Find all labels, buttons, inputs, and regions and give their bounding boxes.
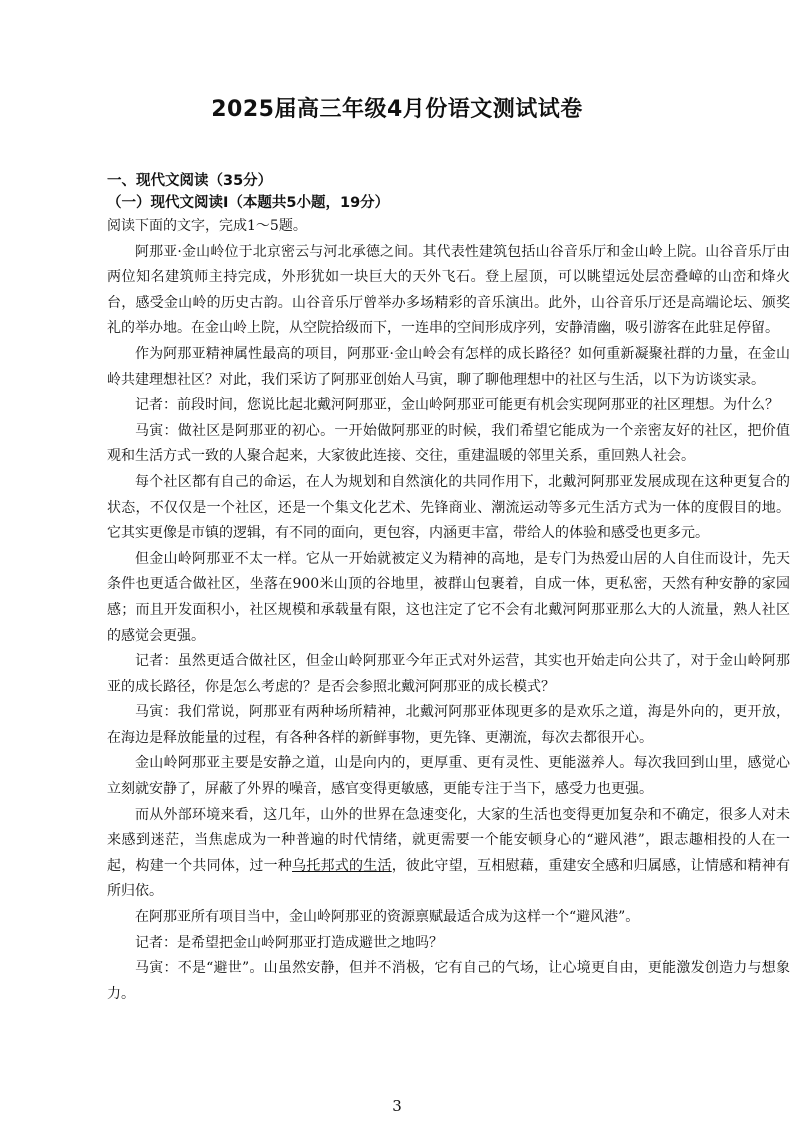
paragraph: 马寅：做社区是阿那亚的初心。一开始做阿那亚的时候，我们希望它能成为一个亲密友好的社区，把价值观和生活方式一致的人聚合起来，大家彼此连接、交往，重建温暖的邻里关系，重回熟人社会。 bbox=[107, 422, 790, 465]
paragraph: 马寅：不是“避世”。山虽然安静，但并不消极，它有自己的气场，让心境更自由，更能激发创造力与想象力。 bbox=[107, 960, 790, 1002]
subsection-heading: （一）现代文阅读Ⅰ（本题共5小题，19分） bbox=[107, 195, 390, 211]
paragraph: 金山岭阿那亚主要是安静之道，山是向内的，更厚重、更有灵性、更能滋养人。每次我回到山里，感觉心立刻就安静了，屏蔽了外界的噪音，感官变得更敏感，更能专注于当下，感受力也更强。 bbox=[107, 755, 790, 798]
paragraph: 阿那亚·金山岭位于北京密云与河北承德之间。其代表性建筑包括山谷音乐厅和金山岭上院。山谷音乐厅由两位知名建筑师主持完成，外形犹如一块巨大的天外飞石。登上屋顶，可以眺望远处层峦叠嶂的山峦和烽火台，感受金山岭的历史古韵。山谷音乐厅曾举办多场精彩的音乐演出。此外，山谷音乐厅还是高端论坛、颁奖礼的举办地。在金山岭上院，从空院拾级而下，一连串的空间形成序列，安静清幽，吸引游客在此驻足停留。 bbox=[107, 243, 790, 337]
underlined-phrase: 乌托邦式的生活 bbox=[292, 857, 392, 874]
paragraph: 每个社区都有自己的命运，在人为规划和自然演化的共同作用下，北戴河阿那亚发展成现在这种更复合的状态，不仅仅是一个社区，还是一个集文化艺术、先锋商业、潮流运动等多元生活方式为一体的度假目的地。它其实更像是市镇的逻辑，有不同的面向，更包容，内涵更丰富，带给人的体验和感受也更多元。 bbox=[107, 473, 790, 542]
instruction-text: 阅读下面的文字，完成1～5题。 bbox=[107, 218, 307, 234]
paragraph: 但金山岭阿那亚不太一样。它从一开始就被定义为精神的高地，是专门为热爱山居的人自住而设计，先天条件也更适合做社区，坐落在900米山顶的谷地里，被群山包裹着，自成一体，更私密，天然有种安静的家园感；而且开发面积小，社区规模和承载量有限，这也注定了它不会有北戴河阿那亚那么大的人流量，熟人社区的感觉会更强。 bbox=[107, 550, 790, 644]
paragraph: 作为阿那亚精神属性最高的项目，阿那亚·金山岭会有怎样的成长路径？如何重新凝聚社群的力量，在金山岭共建理想社区？对此，我们采访了阿那亚创始人马寅，聊了聊他理想中的社区与生活，以下为访谈实录。 bbox=[107, 345, 790, 388]
exam-title: 2025届高三年级4月份语文测试试卷 bbox=[211, 97, 583, 122]
paragraph: 马寅：我们常说，阿那亚有两种场所精神，北戴河阿那亚体现更多的是欢乐之道，海是外向的，更开放，在海边是释放能量的过程，有各种各样的新鲜事物，更先锋、更潮流，每次去都很开心。 bbox=[107, 704, 790, 746]
section-heading: 一、现代文阅读（35分） bbox=[107, 173, 273, 189]
paragraph: 记者：前段时间，您说比起北戴河阿那亚，金山岭阿那亚可能更有机会实现阿那亚的社区理想。为什么？ bbox=[135, 397, 779, 414]
paragraph: 记者：是希望把金山岭阿那亚打造成避世之地吗？ bbox=[135, 934, 443, 951]
paragraph: 在阿那亚所有项目当中，金山岭阿那亚的资源禀赋最适合成为这样一个“避风港”。 bbox=[135, 909, 640, 926]
paragraph-with-underline: 而从外部环境来看，这几年，山外的世界在急速变化，大家的生活也变得更加复杂和不确定，很多人对未来感到迷茫，当焦虑成为一种普遍的时代情绪，就更需要一个能安顿身心的“避风港”，跟志趣相投的人在一起，构建一个共同体，过一种乌托邦式的生活，彼此守望，互相慰藉，重建安全感和归属感，让情感和精神有所归依。 bbox=[107, 806, 791, 900]
paragraph: 记者：虽然更适合做社区，但金山岭阿那亚今年正式对外运营，其实也开始走向公共了，对于金山岭阿那亚的成长路径，你是怎么考虑的？是否会参照北戴河阿那亚的成长模式？ bbox=[107, 653, 790, 695]
reading-section bbox=[107, 170, 790, 1007]
page-number: 3 bbox=[392, 1097, 402, 1115]
